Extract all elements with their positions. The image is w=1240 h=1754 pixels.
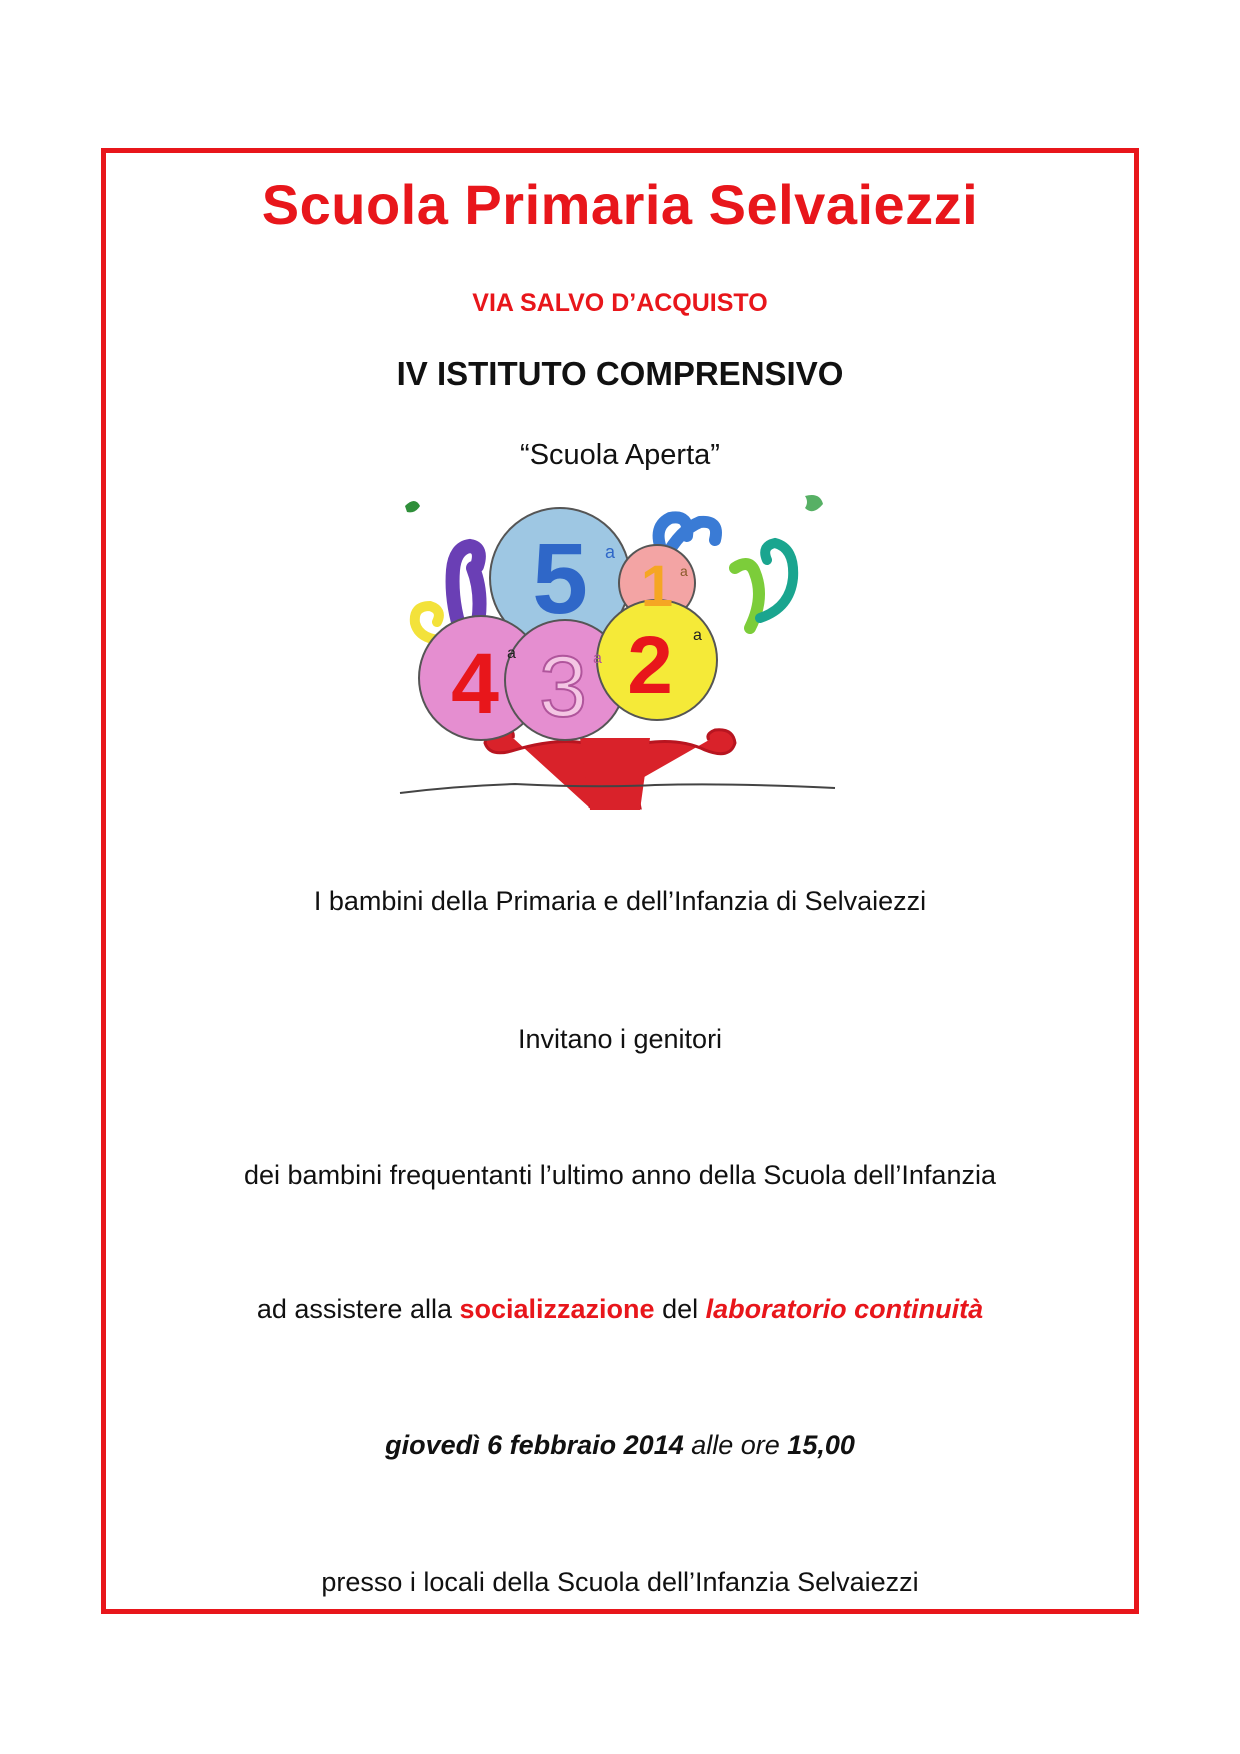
number-tree-illustration [395, 488, 845, 843]
superscript-4: a [507, 645, 516, 662]
superscript-3: a [593, 650, 602, 667]
poster-title: Scuola Primaria Selvaiezzi [261, 173, 979, 236]
socializzazione-highlight: socializzazione [459, 1294, 655, 1324]
superscript-5: a [605, 542, 616, 562]
superscript-1: a [680, 563, 688, 579]
event-time-connector: alle ore [683, 1430, 788, 1460]
invitation-line-activity [0, 1294, 1240, 1325]
number-1: 1 [640, 554, 674, 619]
event-date: giovedì 6 febbraio 2014 [385, 1430, 684, 1460]
school-address: VIA SALVO D’ACQUISTO [472, 289, 768, 317]
institute-name: IV ISTITUTO COMPRENSIVO [396, 355, 844, 392]
event-datetime [0, 1430, 1240, 1461]
event-slogan: “Scuola Aperta” [520, 439, 720, 471]
event-location: presso i locali della Scuola dell’Infanzia Selvaiezzi [321, 1567, 919, 1597]
activity-text-1: ad assistere alla [256, 1294, 460, 1324]
branch-teal [760, 543, 793, 618]
invitation-line-children: I bambini della Primaria e dell’Infanzia di Selvaiezzi [313, 886, 927, 916]
invitation-line-last-year: dei bambini frequentanti l’ultimo anno della Scuola dell’Infanzia [244, 1160, 996, 1190]
number-4: 4 [451, 636, 499, 732]
superscript-2: a [693, 627, 702, 644]
number-3: 3 [539, 639, 587, 735]
activity-text-2: del [654, 1294, 706, 1324]
number-5: 5 [532, 523, 588, 635]
laboratorio-highlight: laboratorio continuità [705, 1294, 984, 1324]
tree-trunk-body [580, 738, 650, 810]
leaf-mark-right [805, 495, 823, 511]
number-2: 2 [627, 620, 673, 711]
leaf-mark-left [405, 501, 420, 512]
invitation-line-parents: Invitano i genitori [517, 1024, 723, 1054]
event-time: 15,00 [787, 1430, 855, 1460]
